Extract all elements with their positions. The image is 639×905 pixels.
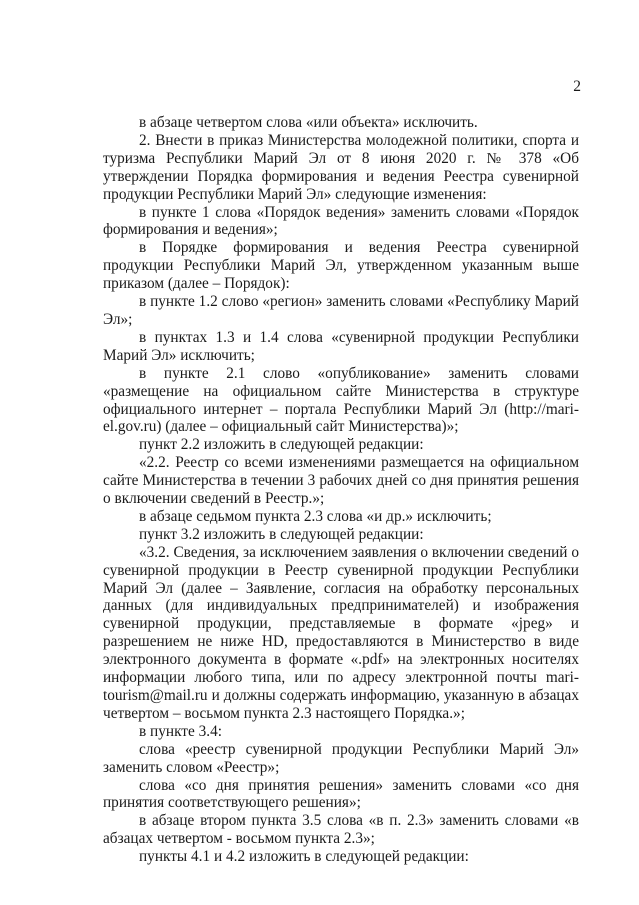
paragraph: слова «со дня принятия решения» заменить словами «со дня принятия соответствующего решения»;	[103, 776, 579, 812]
paragraph: в абзаце четвертом слова «или объекта» исключить.	[139, 114, 478, 131]
paragraph: в пункте 1.2 слово «регион» заменить словами «Республику Марий Эл»;	[103, 293, 579, 328]
paragraph: «3.2. Сведения, за исключением заявления о включении сведений о сувенирной продукции в Реестр сувенирной продукции Республики Марий Эл (далее – Заявление, согласия на обработку персональных данных (для индивидуальных предпринимателей) и изображения сувенирной продукции, представляемые в формате «jpeg» и разрешением не ниже HD, предоставляются в Министерство в виде электронного документа в формате «.pdf» на электронных носителях информации любого типа, или по адресу электронной почты mari-tourism@mail.ru и должны содержать информацию, указанную в абзацах четвертом – восьмом пункта 2.3 настоящего Порядка.»;	[103, 543, 579, 722]
paragraph: в абзаце седьмом пункта 2.3 слова «и др.» исключить;	[139, 507, 492, 525]
paragraph: в Порядке формирования и ведения Реестра сувенирной продукции Республики Марий Эл, утвержденном указанным выше приказом (далее – Порядок):	[103, 239, 579, 293]
page-number: 2	[573, 78, 581, 95]
paragraph: в пунктах 1.3 и 1.4 слова «сувенирной продукции Республики Марий Эл» исключить;	[103, 328, 579, 364]
paragraph: слова «реестр сувенирной продукции Республики Марий Эл» заменить словом «Реестр»;	[103, 740, 579, 776]
paragraph: «2.2. Реестр со всеми изменениями размещается на официальном сайте Министерства в течении 3 рабочих дней со дня принятия решения о включении сведений в Реестр.»;	[103, 454, 579, 508]
paragraph: 2. Внести в приказ Министерства молодежной политики, спорта и туризма Республики Марий Эл от 8 июня 2020 г. № 378 «Об утверждении Порядка формирования и ведения Реестра сувенирной продукции Республики Марий Эл» следующие изменения:	[103, 131, 579, 203]
paragraph: в пункте 1 слова «Порядок ведения» заменить словами «Порядок формирования и ведения»;	[103, 203, 579, 239]
paragraph: в пункте 2.1 слово «опубликование» заменить словами «размещение на официальном сайте Министерства в структуре официального интернет – портала Республики Марий Эл (http://mari-el.gov.ru) (далее – официальный сайт Министерства)»;	[103, 364, 579, 436]
document-body	[103, 114, 579, 866]
paragraph: пункт 2.2 изложить в следующей редакции:	[139, 436, 424, 454]
paragraph: в пункте 3.4:	[139, 722, 222, 740]
paragraph: пункты 4.1 и 4.2 изложить в следующей редакции:	[139, 848, 469, 866]
paragraph: в абзаце втором пункта 3.5 слова «в п. 2.3» заменить словами «в абзацах четвертом - восьмом пункта 2.3»;	[103, 812, 579, 848]
paragraph: пункт 3.2 изложить в следующей редакции:	[139, 525, 424, 543]
